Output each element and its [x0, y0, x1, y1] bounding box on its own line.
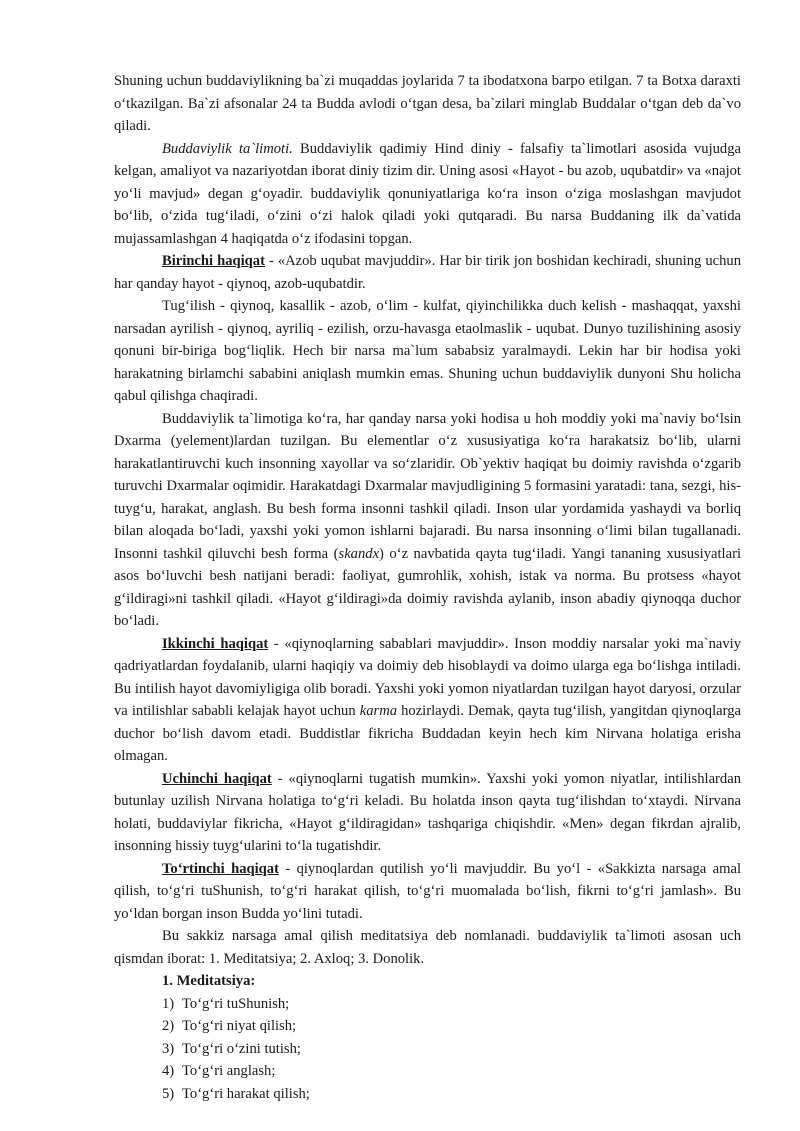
meditation-heading: 1. Meditatsiya: — [162, 973, 256, 989]
list-item-number: 4) — [162, 1063, 175, 1079]
paragraph-second-truth — [114, 633, 741, 768]
list-item — [162, 1015, 741, 1038]
fourth-truth-text: - qiynoqlardan qutilish yo‘li mavjuddir. Bu yo‘l - «Sakkizta narsaga amal qilish, to‘g‘ri tuShunish, to‘g‘ri harakat qilish, to‘g‘ri muomalada bo‘lish, fikrni to‘g‘ri jamlash». Bu yo‘ldan borgan inson Budda yo‘lini tutadi. — [114, 860, 741, 922]
list-item — [162, 993, 741, 1016]
paragraph-meditation-intro — [114, 925, 741, 970]
second-truth-text-a: - «qiynoqlarning sabablari mavjuddir». Inson moddiy narsalar yoki ma`naviy qadriyatlardan foydalanib, ularni haqiqiy va doimiy deb hisoblaydi va doimo ularga ega bo‘lishga intiladi. Bu intilish hayot davomiyligiga olib boradi. Yaxshi yoki yomon niyatlardan tuzilgan hayot daryosi, orzular va intilishlar sababli kelajak hayot uchun — [114, 635, 741, 719]
dharma-term: skandx — [338, 545, 380, 562]
list-item — [162, 1038, 741, 1061]
list-item-text: To‘g‘ri niyat qilish; — [182, 1018, 297, 1034]
teaching-title: Buddaviylik ta`limoti. — [162, 140, 293, 157]
paragraph-dharma — [114, 408, 741, 633]
list-item-text: To‘g‘ri harakat qilish; — [182, 1085, 310, 1102]
fourth-truth-heading: To‘rtinchi haqiqat — [162, 860, 279, 877]
list-item-number: 3) — [162, 1040, 175, 1057]
paragraph-intro — [114, 70, 741, 138]
document-page — [114, 70, 741, 1105]
third-truth-text: - «qiynoqlarni tugatish mumkin». Yaxshi yoki yomon niyatlar, intilishlardan butunlay uzilish Nirvana holatiga to‘g‘ri keladi. Bu holatda inson qayta tug‘ilishdan to‘xtaydi. Nirvana holati, buddaviylar fikricha, «Hayot g‘ildiragidan» tashqariga chiqishdir. «Men» degan fikrdan ajralib, insonning hissiy tuyg‘ularini to‘la tugatishdir. — [114, 770, 741, 854]
list-item-text: To‘g‘ri o‘zini tutish; — [182, 1040, 301, 1057]
teaching-text: Buddaviylik qadimiy Hind diniy - falsafiy ta`limotlari asosida vujudga kelgan, amaliyot va nazariyotdan iborat diniy tizim dir. Uning asosi «Hayot - bu azob, uqubatdir» va «najot yo‘li mavjud» degan g‘oyadir. buddaviylik qonuniyatlariga ko‘ra inson o‘ziga moslashgan mavjudot bo‘lib, o‘zida tug‘iladi, o‘zini o‘zi halok qiladi yoki qutqaradi. Bu narsa Buddaning ilk da`vatida mujassamlashgan 4 haqiqatda o‘z ifodasini topgan. — [114, 140, 741, 247]
paragraph-fourth-truth — [114, 858, 741, 926]
first-truth-text: - «Azob uqubat mavjuddir». Har bir tirik jon boshidan kechiradi, shuning uchun har qanday hayot - qiynoq, azob-uqubatdir. — [114, 253, 741, 292]
paragraph-suffering — [114, 295, 741, 408]
meditation-intro-text: Bu sakkiz narsaga amal qilish meditatsiya deb nomlanadi. buddaviylik ta`limoti asosan uch qismdan iborat: 1. Meditatsiya; 2. Axloq; 3. Donolik. — [114, 928, 741, 967]
second-truth-heading: Ikkinchi haqiqat — [162, 635, 269, 652]
first-truth-heading: Birinchi haqiqat — [162, 253, 265, 269]
paragraph-teaching — [114, 138, 741, 251]
third-truth-heading: Uchinchi haqiqat — [162, 770, 272, 787]
second-truth-text-b: hozirlaydi. Demak, qayta tug‘ilish, yangitdan qiynoqlarga duchor bo‘lish davom etadi. Buddistlar fikricha Buddadan keyin hech kim Nirvana holatiga erisha olmagan. — [114, 703, 741, 764]
suffering-text: Tug‘ilish - qiynoq, kasallik - azob, o‘lim - kulfat, qiyinchilikka duch kelish - mashaqqat, yaxshi narsadan ayrilish - qiynoq, ayriliq - ezilish, orzu-havasga etaolmaslik - uqubat. Dunyo tuzilishining asosiy qonuni bir-biriga bog‘liqlik. Hech bir narsa ma`lum sababsiz yaralmaydi. Lekin har bir hodisa yoki harakatning birlamchi sababini aniqlash mumkin emas. Shuning uchun buddaviylik dunyoni Shu holicha qabul qilishga chaqiradi. — [114, 298, 741, 404]
paragraph-third-truth — [114, 768, 741, 858]
meditation-list — [114, 993, 741, 1106]
list-item-number: 2) — [162, 1018, 175, 1034]
dharma-text-a: Buddaviylik ta`limotiga ko‘ra, har qanday narsa yoki hodisa u hoh moddiy yoki ma`naviy bo‘lsin Dxarma (yelement)lardan tuzilgan. Bu elementlar o‘z xususiyatiga ko‘ra harakatsiz bo‘lib, ularni harakatlantiruvchi kuch insonning xayollar va so‘zlaridir. Ob`yektiv haqiqat bu doimiy ravishda o‘zgarib turuvchi Dxarmalar oqimidir. Harakatdagi Dxarmalar mavjudligining 5 formasini yaratadi: tana, sezgi, his-tuyg‘u, harakat, anglash. Bu besh forma insonni tashkil qiladi. Inson ular yordamida yashaydi va borliq bilan aloqada bo‘ladi, yaxshi yoki yomon ishlarni bajaradi. Bu narsa insonning o‘limi bilan tugallanadi. Insonni tashkil qiluvchi besh forma ( — [114, 410, 741, 562]
dharma-text-b: ) o‘z navbatida qayta tug‘iladi. Yangi tananing xususiyatlari asos bo‘luvchi besh natijani beradi: faoliyat, gumrohlik, xohish, istak va norma. Bu protsess «hayot g‘ildiragi»ni tashkil qiladi. «Hayot g‘ildiragi»da doimiy ravishda aylanib, inson abadiy qiynoqqa duchor bo‘ladi. — [114, 545, 741, 629]
list-item-text: To‘g‘ri tuShunish; — [182, 995, 290, 1012]
list-item-text: To‘g‘ri anglash; — [182, 1063, 276, 1079]
list-item — [162, 1083, 741, 1106]
list-item-number: 1) — [162, 995, 175, 1012]
paragraph-intro-text: Shuning uchun buddaviylikning ba`zi muqaddas joylarida 7 ta ibodatxona barpo etilgan. 7 ta Botxa daraxti o‘tkazilgan. Ba`zi afsonalar 24 ta Budda avlodi o‘tgan desa, ba`zilari minglab Buddalar o‘tgan deb da`vo qiladi. — [114, 73, 741, 134]
karma-term: karma — [359, 703, 398, 719]
paragraph-first-truth — [114, 250, 741, 295]
list-item-number: 5) — [162, 1085, 175, 1102]
list-item — [162, 1060, 741, 1083]
